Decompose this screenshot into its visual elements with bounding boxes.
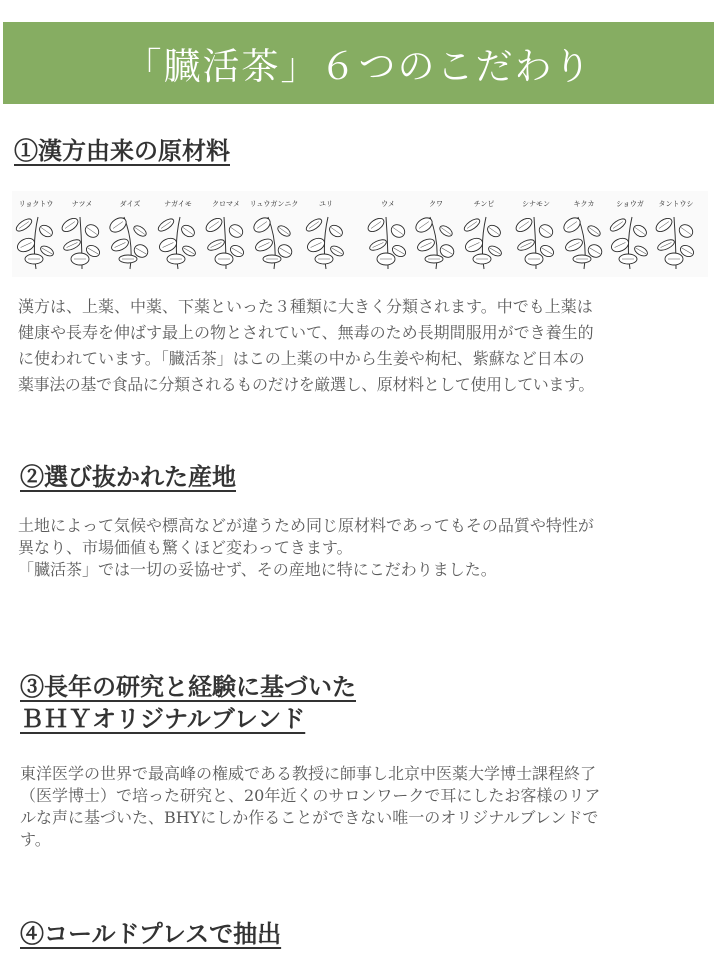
herb-sketch-icon [156,211,200,271]
herb-sketch-icon [414,211,458,271]
herb-left-7 [302,191,350,277]
herb-label: シナモン [522,200,550,208]
herb-sketch-icon [60,211,104,271]
herb-label: クワ [429,200,443,208]
section-2-line-1: 土地によって気候や標高などが違うため同じ原材料であってもその品質や特性が [18,516,594,535]
section-1-body [18,294,708,398]
page-banner-title: 「臓活茶」６つのこだわり [3,22,714,104]
herb-sketch-icon [304,211,348,271]
section-3-body [20,763,710,851]
section-2-line-2: 異なり、市場価値も驚くほど変わってきます。 [18,538,353,557]
herb-label: リュウガンニク [249,200,299,208]
section-3-line-2: （医学博士）で培った研究と、20年近くのサロンワークで耳にしたお客様のリア [20,786,601,805]
section-heading-3: ③長年の研究と経験に基づいた ＢＨＹオリジナルブレンド [20,672,356,733]
herb-label: チンピ [473,200,495,208]
section-heading-4: ④コールドプレスで抽出 [20,919,282,948]
section-1-line-2: 健康や長寿を伸ばす最上の物とされていて、無毒のため長期間服用ができ養生的 [18,323,594,342]
herb-sketch-icon [514,211,558,271]
herb-label: ショウガ [616,200,644,208]
herb-label: ダイズ [119,200,141,208]
section-1-line-4: 薬事法の基で食品に分類されるものだけを厳選し、原材料として使用しています。 [18,375,594,394]
section-3-line-1: 東洋医学の世界で最高峰の権威である教授に師事し北京中医薬大学博士課程終了 [20,764,597,783]
herb-sketch-icon [204,211,248,271]
herb-label: タントウシ [658,200,694,208]
section-heading-1: ①漢方由来の原材料 [14,136,230,165]
herb-sketch-icon [654,211,698,271]
section-2-body [18,515,708,581]
herb-label: ウメ [381,200,395,208]
herb-illustration-strip [12,191,708,277]
herb-sketch-icon [562,211,606,271]
section-1-line-1: 漢方は、上薬、中薬、下薬といった３種類に大きく分類されます。中でも上薬は [18,297,593,316]
herb-sketch-icon [108,211,152,271]
herb-sketch-icon [14,211,58,271]
herb-label: キクカ [573,200,595,208]
herb-label: ユリ [319,200,333,208]
herb-sketch-icon [366,211,410,271]
herb-label: ナガイモ [164,200,192,208]
section-heading-2: ②選び抜かれた産地 [20,462,236,491]
herb-label: クロマメ [212,200,240,208]
herb-label: ナツメ [71,200,93,208]
herb-label: リョクトウ [18,200,54,208]
herb-sketch-icon [608,211,652,271]
section-3-line-3: ルな声に基づいた、BHYにしか作ることができない唯一のオリジナルブレンドで [20,808,599,827]
herb-sketch-icon [252,211,296,271]
section-3-line-4: す。 [20,830,51,849]
herb-sketch-icon [462,211,506,271]
herb-right-3 [460,191,508,277]
section-1-line-3: に使われています。「臓活茶」はこの上薬の中から生姜や枸杞、紫蘇など日本の [18,349,585,368]
section-2-line-3: 「臓活茶」では一切の妥協せず、その産地に特にこだわりました。 [18,560,497,579]
herb-left-6 [250,191,298,277]
herb-right-7 [652,191,700,277]
